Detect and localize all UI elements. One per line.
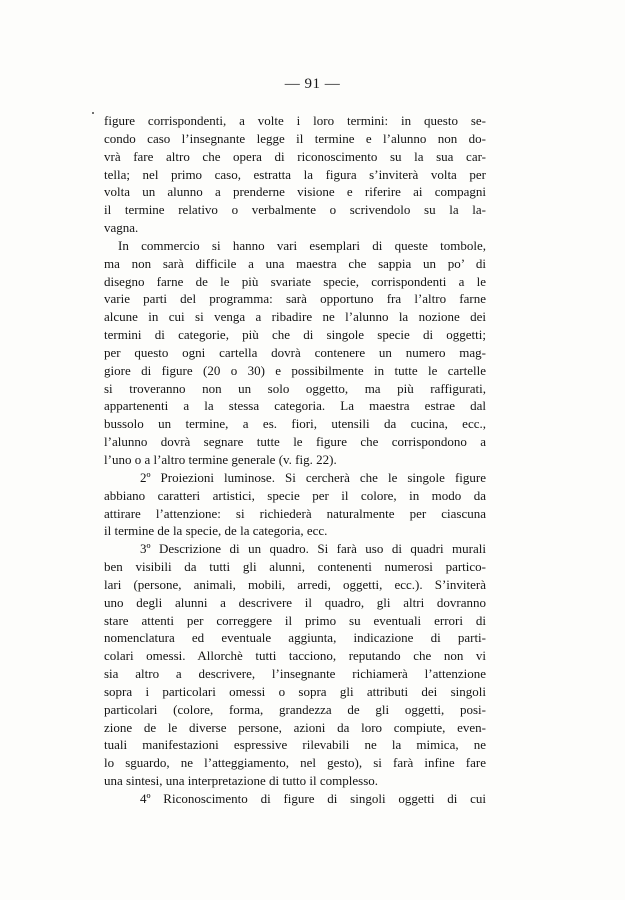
text-line: l’alunno dovrà segnare tutte le figure che corrispondono a <box>104 434 486 449</box>
text-line: una sintesi, una interpretazione di tutto il complesso. <box>104 773 379 788</box>
paragraph-first-line: 2º Proiezioni luminose. Si cercherà che le singole figure <box>140 470 486 485</box>
text-line: disegno farne de le più svariate specie, corrispondenti a le <box>104 274 486 289</box>
text-line: il termine relativo o verbalmente o scrivendolo su la la- <box>104 202 486 217</box>
text-line: tella; nel primo caso, estratta la figura s’inviterà volta per <box>104 167 486 182</box>
text-line: lo sguardo, ne l’atteggiamento, nel gesto), si farà infine fare <box>104 755 486 770</box>
text-line: termini di categorie, più che di singole specie di oggetti; <box>104 327 486 342</box>
text-line: ben visibili da tutti gli alunni, contenenti numerosi partico- <box>104 559 486 574</box>
paragraph-first-line: In commercio si hanno vari esemplari di queste tombole, <box>118 238 486 253</box>
text-line: uno degli alunni a descrivere il quadro, gli altri dovranno <box>104 595 486 610</box>
text-line: sia altro a descrivere, l’insegnante richiamerà l’attenzione <box>104 666 486 681</box>
text-line: particolari (colore, forma, grandezza de gli oggetti, posi- <box>104 702 486 717</box>
text-line: l’uno o a l’altro termine generale (v. fig. 22). <box>104 452 337 467</box>
text-line: stare attenti per correggere il primo su eventuali errori di <box>104 613 486 628</box>
text-line: vrà fare altro che opera di riconoscimento su la sua car- <box>104 149 486 164</box>
page-number: — 91 — <box>284 76 341 92</box>
text-line: figure corrispondenti, a volte i loro termini: in questo se- <box>104 113 486 128</box>
text-line: condo caso l’insegnante legge il termine e l’alunno non do- <box>104 131 486 146</box>
text-line: tuali manifestazioni espressive rilevabili ne la mimica, ne <box>104 737 486 752</box>
text-line: attirare l’attenzione: si richiederà naturalmente per ciascuna <box>104 506 486 521</box>
text-line: ma non sarà difficile a una maestra che sappia un po’ di <box>104 256 486 271</box>
text-line: appartenenti a la stessa categoria. La maestra estrae dal <box>104 398 486 413</box>
paragraph-first-line: 3º Descrizione di un quadro. Si farà uso di quadri murali <box>140 541 486 556</box>
text-line: colari omessi. Allorchè tutti tacciono, reputando che non vi <box>104 648 486 663</box>
text-line: vagna. <box>104 220 139 235</box>
text-line: alcune in cui si venga a ribadire ne l’alunno la nozione dei <box>104 309 486 324</box>
text-line: si troveranno non un solo oggetto, ma più raffigurati, <box>104 381 486 396</box>
text-line: volta un alunno a prenderne visione e riferire ai compagni <box>104 184 486 199</box>
text-line: lari (persone, animali, mobili, arredi, oggetti, ecc.). S’inviterà <box>104 577 486 592</box>
text-line: varie parti del programma: sarà opportuno fra l’altro farne <box>104 291 486 306</box>
paragraph-first-line: 4º Riconoscimento di figure di singoli oggetti di cui <box>140 791 486 806</box>
text-line: giore di figure (20 o 30) e possibilmente in tutte le cartelle <box>104 363 486 378</box>
text-line: abbiano caratteri artistici, specie per il colore, in modo da <box>104 488 486 503</box>
ink-speck <box>92 112 94 114</box>
text-line: bussolo un termine, a es. fiori, utensili da cucina, ecc., <box>104 416 486 431</box>
text-line: nomenclatura ed eventuale aggiunta, indicazione di parti- <box>104 630 486 645</box>
text-line: zione de le diverse persone, azioni da loro compiute, even- <box>104 720 486 735</box>
text-line: per questo ogni cartella dovrà contenere un numero mag- <box>104 345 486 360</box>
text-line: sopra i particolari omessi o sopra gli attributi dei singoli <box>104 684 486 699</box>
text-line: il termine de la specie, de la categoria, ecc. <box>104 523 328 538</box>
